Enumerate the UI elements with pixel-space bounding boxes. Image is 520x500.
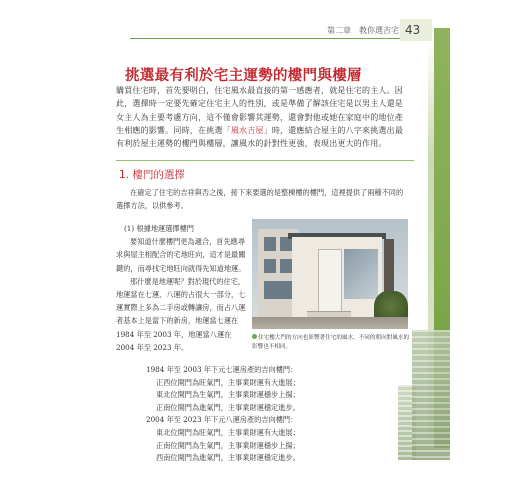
list-item: 東北位開門為旺氣門，主事業財運有大進展； [156, 427, 300, 437]
house-entrance-photo [252, 219, 408, 329]
body-paragraph-1: 要知道什麼樓門更為適合，首先應尋求與屋主相配合的宅地旺向，這才是最關鍵的，而尋找宅地旺向就得先知道地運。 [116, 237, 246, 273]
intro-text-start: 購買住宅時，首先要明白，住宅風水最直接的第一感應者，就是住宅的主人。因此，選擇時一定要先確定住宅主人的性別，或是準備了解該住宅是以男主人還是女主人為主要考慮方向，這不僅會影響其運勢，還會對他或她在家庭中的地位產生相應的影響。同時，在挑選「 [116, 86, 403, 135]
page-title: 挑選最有利於宅主運勢的樓門與樓層 [125, 67, 362, 84]
section-paragraph: 在確定了住宅的吉祥與否之後，接下來要選的是整棟樓的樓門，這裡提供了兩種不同的選擇方法，以供參考。 [116, 188, 404, 210]
list-heading-1: 1984 年至 2003 年下元七運房產的吉向樓門： [146, 365, 298, 374]
page-number: 43 [405, 23, 421, 37]
door-direction-list [146, 364, 386, 465]
list-item: 正南位開門為生氣門，主事業財運穩步上揚； [156, 440, 300, 450]
intro-highlight: 風水吉屋 [230, 125, 264, 135]
list-item: 正西位開門為旺氣門，主事業財運有大進展； [156, 377, 300, 387]
list-item: 東北位開門為生氣門，主事業財運穩步上揚； [156, 390, 300, 400]
body-paragraph-2: 那什麼是地運呢？對於現代的住宅，地運當在七運、八運的占很大一部分，七運實際上多為二手房或轉讓房，而占八運者基本上是當下的新房，地運當七運在 1984 年至 2003 年，地運當八運在 2004 年至 2023 年。 [116, 276, 246, 352]
photo-caption [252, 334, 412, 352]
building-silhouette [412, 330, 450, 460]
intro-paragraph [116, 84, 406, 150]
subheading: (1) 根據地運選擇樓門 [124, 224, 194, 233]
intro-text-end: 」時，還應結合屋主的八字來挑選出最有利於屋主運勢的樓門與樓層，讓風水的針對性更強，表現出更大的作用。 [116, 125, 404, 149]
list-heading-2: 2004 年至 2023 年下元八運房產的吉向樓門： [146, 415, 298, 425]
left-column [116, 222, 246, 354]
header-rule [130, 38, 402, 39]
caption-text: 住宅樓大門的方向也影響著住宅的風水，不同的朝向對風水的影響也不相同。 [252, 335, 410, 350]
bullet-dot-icon [252, 334, 257, 339]
page-number-box [400, 19, 432, 41]
chapter-label: 第二章 教你選吉宅 [327, 26, 399, 35]
list-item: 正南位開門為進氣門，主事業財運穩定進步。 [156, 402, 300, 412]
section-title: 1. 樓門的選擇 [119, 169, 185, 181]
section-divider [116, 160, 414, 161]
list-item: 西南位開門為進氣門，主事業財運穩定進步。 [156, 453, 300, 463]
